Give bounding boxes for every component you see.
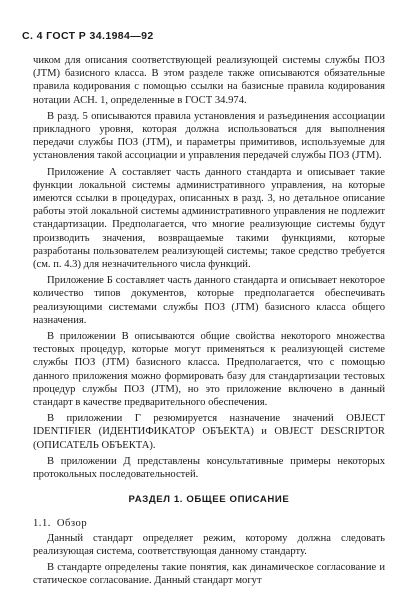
closing-paragraph-2: В стандарте определены такие понятия, как динамическое согласование и статическое согласование. Данный стандарт могут: [33, 562, 385, 587]
paragraph-2: В разд. 5 описываются правила установления и разъединения ассоциации прикладного уровня, которая должна использоваться для выполнения передачи службы ПОЗ (JTM), и параметры примитивов, используемые для установления такой ассоциации и управления передачей службы ПОЗ (JTM).: [33, 110, 385, 162]
section-title: РАЗДЕЛ 1. ОБЩЕЕ ОПИСАНИЕ: [128, 494, 290, 506]
paragraph-6: В приложении Г резюмируется назначение значений OBJECT IDENTIFIER (ИДЕНТИФИКАТОР ОБЪЕКТА) и OBJECT DESCRIPTOR (ОПИСАТЕЛЬ ОБЪЕКТА).: [33, 413, 385, 451]
paragraph-7: В приложении Д представлены консультативные примеры некоторых протокольных последовательностей.: [33, 455, 385, 481]
document-body: [33, 54, 385, 588]
paragraph-5: В приложении В описываются общие свойства некоторого множества тестовых процедур, которые могут применяться к реализующей системе службы ПОЗ (JTM) базисного класса. Предполагается, что с помощью данного приложения можно формировать базу для стандартизации тестовых процедур службы ПОЗ (JTM), но это приложение включено в данный стандарт в качестве предварительного обеспечения.: [33, 331, 385, 409]
subsection-title: Обзор: [56, 517, 88, 529]
paragraph-4: Приложение Б составляет часть данного стандарта и описывает некоторое количество типов документов, которые предполагается обеспечивать реализующими системами службы ПОЗ (JTM) базисного класса общего назначения.: [33, 275, 385, 326]
closing-paragraph-1: Данный стандарт определяет режим, которому должна следовать реализующая система, соответствующая данному стандарту.: [33, 532, 385, 557]
paragraph-1: чиком для описания соответствующей реализующей системы службы ПОЗ (JTM) базисного класса. В этом разделе также описываются обязательные правила кодирования с помощью ссылки на базисные правила кодирования нотации АСН. 1, определенные в ГОСТ 34.974.: [33, 55, 385, 106]
subsection-heading: [33, 517, 385, 530]
page-header: С. 4 ГОСТ Р 34.1984—92: [22, 30, 154, 42]
paragraph-3: Приложение А составляет часть данного стандарта и описывает такие функции локальной системы административного управления, на которые имеются ссылки в процедурах, описанных в разд. 3, но детальное описание работы этой локальной системы административного управления не подлежит стандартизации. Предполагается, что многие реализующие системы будут производить значения, возвращаемые такими функциями, которые разработаны пользователем реализующей системы; такое средство требуется (см. п. 4.3) для незначительного числа функций.: [33, 166, 385, 271]
subsection-number: 1.1.: [33, 517, 51, 529]
